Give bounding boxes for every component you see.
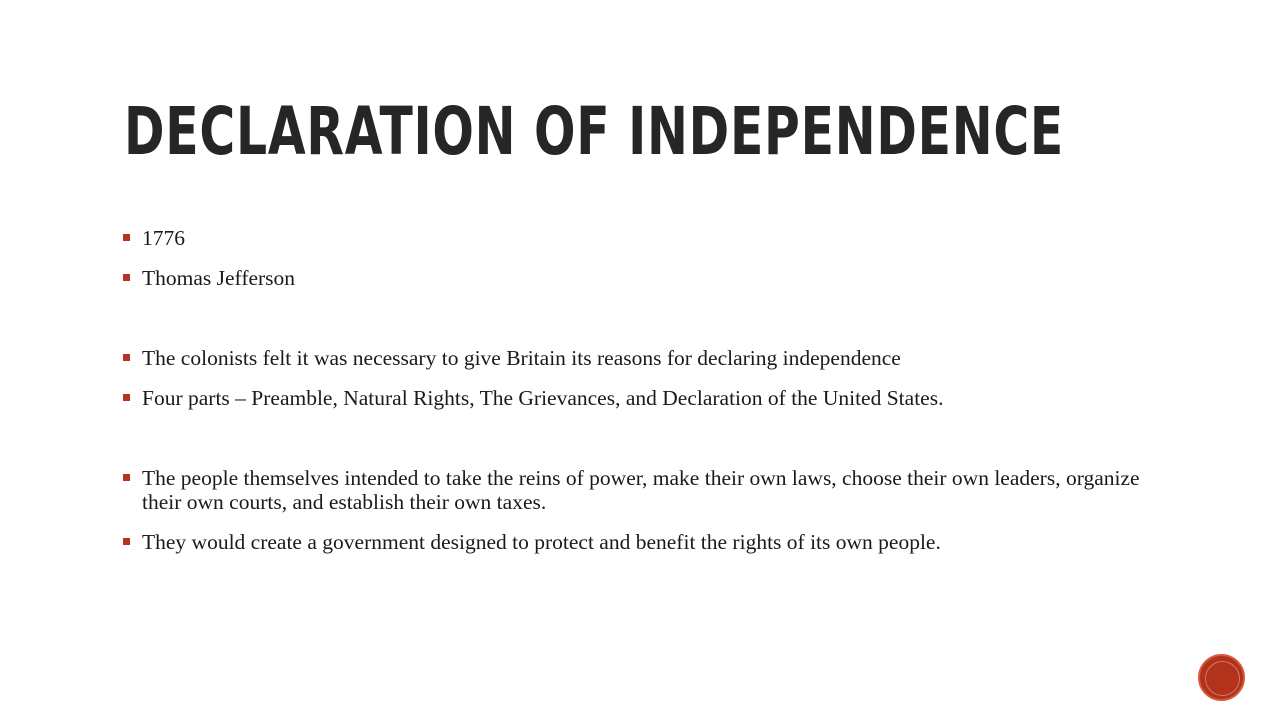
- square-bullet-icon: [123, 538, 130, 545]
- bullet-item: [120, 346, 1160, 370]
- square-bullet-icon: [123, 274, 130, 281]
- bullet-text: 1776: [142, 226, 185, 250]
- circle-nav-ring: [1205, 661, 1240, 696]
- bullet-item: [120, 530, 1160, 554]
- bullet-text: Four parts – Preamble, Natural Rights, The Grievances, and Declaration of the United States.: [142, 386, 944, 410]
- square-bullet-icon: [123, 234, 130, 241]
- bullet-item: [120, 386, 1160, 410]
- bullet-text: The colonists felt it was necessary to give Britain its reasons for declaring independence: [142, 346, 901, 370]
- bullet-item: [120, 226, 1160, 250]
- square-bullet-icon: [123, 394, 130, 401]
- slide-title: DECLARATION OF INDEPENDENCE: [124, 93, 1065, 170]
- bullet-text: They would create a government designed to protect and benefit the rights of its own people.: [142, 530, 941, 554]
- square-bullet-icon: [123, 474, 130, 481]
- bullet-item: [120, 266, 1160, 290]
- bullet-list: [120, 226, 1160, 570]
- circle-nav-icon[interactable]: [1198, 654, 1245, 701]
- square-bullet-icon: [123, 354, 130, 361]
- bullet-text: Thomas Jefferson: [142, 266, 296, 290]
- bullet-item: [120, 466, 1160, 514]
- bullet-text: The people themselves intended to take the reins of power, make their own laws, choose their own leaders, organize their own courts, and establish their own taxes.: [142, 466, 1140, 514]
